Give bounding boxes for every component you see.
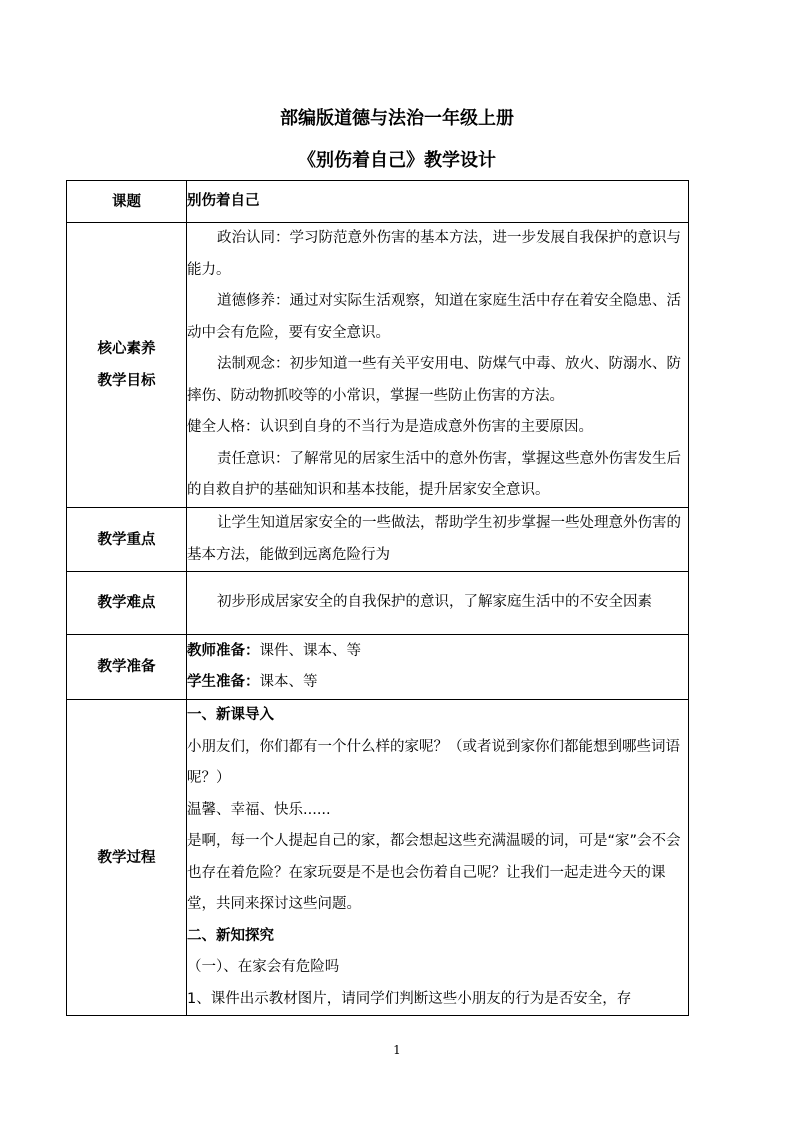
table-row-key-points [67,508,689,572]
process-paragraph: 小朋友们，你们都有一个什么样的家呢？（或者说到家你们都能想到哪些词语呢？） [187,738,680,786]
process-paragraph: 1、课件出示教材图片，请同学们判断这些小朋友的行为是否安全，存 [187,990,632,1007]
goals-content [187,223,689,508]
goal-paragraph: 法制观念：初步知道一些有关平安用电、防煤气中毒、放火、防溺水、防摔伤、防动物抓咬等的小常识，掌握一些防止伤害的方法。 [187,356,681,404]
goal-paragraph: 道德修养：通过对实际生活观察，知道在家庭生活中存在着安全隐患、活动中会有危险，要有安全意识。 [187,293,681,341]
key-points-label: 教学重点 [67,508,187,572]
table-row-process [67,700,689,1016]
student-preparation-text: 课本、等 [259,674,318,690]
process-subheading: （一）、在家会有危险吗 [187,959,340,975]
key-points-text: 让学生知道居家安全的一些做法，帮助学生初步掌握一些处理意外伤害的基本方法，能做到远离危险行为 [187,515,681,563]
teacher-preparation-text: 课件、课本、等 [259,642,361,659]
table-row-preparation [67,635,689,700]
process-content [187,700,689,1016]
topic-text: 别伤着自己 [187,192,260,209]
goal-paragraph: 健全人格：认识到自身的不当行为是造成意外伤害的主要原因。 [187,419,593,436]
key-points-content [187,508,689,572]
document-subtitle: 《别伤着自己》教学设计 [298,150,496,171]
difficulties-label: 教学难点 [67,572,187,635]
document-title: 部编版道德与法治一年级上册 [280,108,514,129]
student-preparation [187,667,688,699]
goals-label-line1: 核心素养 [97,341,156,357]
process-paragraph: 温馨、幸福、快乐...... [187,801,331,818]
page-number: 1 [393,1043,401,1057]
table-row-topic [67,181,689,223]
difficulties-text: 初步形成居家安全的自我保护的意识，了解家庭生活中的不安全因素 [217,594,652,611]
topic-label: 课题 [67,181,187,223]
preparation-content [187,635,689,700]
table-row-difficulties [67,572,689,635]
process-heading-1: 一、新课导入 [187,707,274,723]
preparation-label: 教学准备 [67,635,187,700]
topic-value [187,181,689,223]
goal-paragraph: 政治认同：学习防范意外伤害的基本方法，进一步发展自我保护的意识与能力。 [187,230,681,278]
process-label: 教学过程 [67,700,187,1016]
table-row-goals [67,223,689,508]
teacher-preparation [187,636,688,668]
process-heading-2: 二、新知探究 [187,927,274,944]
difficulties-content [187,572,689,635]
goal-paragraph: 责任意识：了解常见的居家生活中的意外伤害，掌握这些意外伤害发生后的自救自护的基础知识和基本技能，提升居家安全意识。 [187,450,681,499]
lesson-plan-table [66,180,689,1016]
student-preparation-label: 学生准备： [187,674,260,690]
goals-label [67,223,187,508]
teacher-preparation-label: 教师准备： [187,642,260,659]
process-paragraph: 是啊，每一个人提起自己的家，都会想起这些充满温暖的词，可是“家”会不会也存在着危险？在家玩耍是不是也会伤着自己呢？让我们一起走进今天的课堂，共同来探讨这些问题。 [187,833,681,912]
goals-label-line2: 教学目标 [97,373,156,389]
